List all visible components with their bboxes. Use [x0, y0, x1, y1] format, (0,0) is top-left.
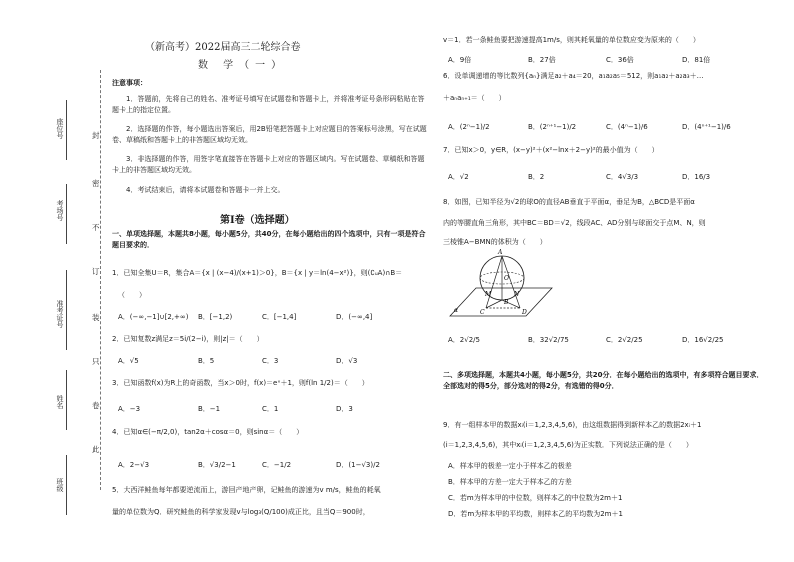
- label-o: O: [504, 275, 509, 282]
- q4-option-a[interactable]: A．2−√3: [118, 461, 150, 469]
- question-3: 3．已知函数f(x)为R上的奇函数，当x＞0时，f(x)＝eˣ＋1，则f(ln 1/2)＝（ ）: [112, 379, 369, 387]
- binding-mark: 只: [92, 357, 100, 366]
- label-c: C: [480, 309, 485, 316]
- exam-room-line[interactable]: [66, 184, 67, 244]
- q2-option-c[interactable]: C．3: [262, 357, 279, 365]
- binding-line: [100, 70, 101, 490]
- q3-option-a[interactable]: A．−3: [118, 405, 141, 413]
- question-4: 4．已知α∈(−π/2,0)，tan2α＋cosα＝0，则sinα＝（ ）: [112, 428, 304, 436]
- q2-option-b[interactable]: B．5: [198, 357, 215, 365]
- section2-instructions: 二、多项选择题，本题共4小题，每小题5分，共20分．在每小题给出的选项中，有多项符合题目要求．全部选对的得5分，部分选对的得2分，有选错的得0分．: [443, 371, 764, 390]
- question-5-line1: 5．大西洋鲑鱼每年都要逆流而上，游回产地产卵，记鲑鱼的游速为v m/s，鲑鱼的耗氧: [112, 486, 381, 494]
- label-alpha: α: [454, 307, 459, 314]
- binding-mark: 此: [92, 445, 100, 454]
- seat-number-line[interactable]: [66, 100, 67, 160]
- question-7: 7．已知x＞0，y∈R，(x−y)²＋(x²−lnx＋2−y)²的最小值为（ ）: [443, 146, 659, 154]
- section1-instructions: 一、单项选择题，本题共8小题，每小题5分，共40分，在每小题给出的四个选项中，只有一项是符合题目要求的．: [112, 230, 426, 249]
- question-1-paren: （ ）: [118, 291, 146, 299]
- q6-option-d[interactable]: D．(4ⁿ⁺¹−1)/6: [682, 123, 731, 131]
- q5-option-a[interactable]: A．9倍: [448, 56, 472, 64]
- exam-room-label: 考场号: [56, 200, 64, 221]
- label-a: A: [498, 249, 503, 256]
- q5-option-d[interactable]: D．81倍: [682, 56, 711, 64]
- q4-option-c[interactable]: C．−1/2: [262, 461, 292, 469]
- notice-item: 4．考试结束后，请将本试题卷和答题卡一并上交。: [126, 186, 285, 194]
- q3-option-c[interactable]: C．1: [262, 405, 279, 413]
- question-6-line1: 6．设单调递增的等比数列{aₙ}满足a₂＋a₄＝20，a₁a₂a₅＝512，则a₁a₂＋a₂a₃＋…: [443, 72, 704, 80]
- question-8-line1: 8．如图，已知半径为√2的球O的直径AB垂直于平面α，垂足为B，△BCD是平面α: [443, 198, 695, 206]
- ticket-number-line[interactable]: [66, 270, 67, 350]
- notice-item: 3．非选择题的作答，用签字笔直接答在答题卡上对应的答题区域内。写在试题卷、草稿纸和答题卡上的非答题区域均无效。: [112, 155, 425, 174]
- q5-option-c[interactable]: C．36倍: [606, 56, 634, 64]
- q8-option-a[interactable]: A．2√2/5: [448, 336, 480, 344]
- name-label: 姓名: [56, 395, 64, 409]
- notice-item: 1．答题前，先将自己的姓名、准考证号填写在试题卷和答题卡上，并将准考证号条形码粘贴在答题卡上的指定位置。: [112, 95, 425, 114]
- q1-option-c[interactable]: C．[−1,4]: [262, 313, 297, 321]
- question-8-line2: 内的等腰直角三角形，其中BC＝BD＝√2，线段AC、AD分别与球面交于点M、N，则: [443, 219, 706, 227]
- q6-option-c[interactable]: C．(4ⁿ−1)/6: [606, 123, 648, 131]
- q9-option-d[interactable]: D．若m为样本甲的平均数，则样本乙的平均数为2m＋1: [448, 510, 623, 518]
- subject-title: 数 学（一）: [198, 60, 288, 71]
- notice-item: 2．选择题的作答，每小题选出答案后，用2B铅笔把答题卡上对应题目的答案标号涂黑，写在试题卷、草稿纸和答题卡上的非答题区域均无效。: [112, 125, 427, 144]
- name-line[interactable]: [66, 370, 67, 430]
- q9-option-c[interactable]: C．若m为样本甲的中位数，则样本乙的中位数为2m＋1: [448, 494, 623, 502]
- notice-heading: 注意事项：: [112, 79, 147, 87]
- question-8-line3: 三棱锥A−BMN的体积为（ ）: [443, 238, 547, 246]
- question-5-line3: v＝1．若一条鲑鱼要把游速提高1m/s，则其耗氧量的单位数应变为原来的（ ）: [443, 36, 700, 44]
- q9-option-b[interactable]: B．样本甲的方差一定大于样本乙的方差: [448, 478, 572, 486]
- q7-option-b[interactable]: B．2: [528, 173, 545, 181]
- q6-option-a[interactable]: A．(2ⁿ−1)/2: [448, 123, 490, 131]
- q8-option-c[interactable]: C．2√2/25: [606, 336, 643, 344]
- question-6-line2: ＋aₙaₙ₊₁＝（ ）: [443, 94, 506, 102]
- label-m: M: [485, 291, 492, 298]
- q8-option-d[interactable]: D．16√2/25: [682, 336, 724, 344]
- q1-option-b[interactable]: B．[−1,2): [198, 313, 233, 321]
- class-label: 班级: [56, 478, 64, 492]
- volume-title: 第Ⅰ卷（选择题）: [220, 215, 295, 226]
- q9-option-a[interactable]: A．样本甲的极差一定小于样本乙的极差: [448, 462, 572, 470]
- binding-mark: 卷: [92, 401, 100, 410]
- label-b: B: [504, 299, 509, 306]
- q4-option-d[interactable]: D．(1−√3)/2: [336, 461, 380, 469]
- seat-number-label: 座位号: [56, 118, 64, 139]
- q1-option-a[interactable]: A．(−∞,−1]∪[2,+∞): [118, 313, 189, 321]
- q7-option-d[interactable]: D．16/3: [682, 173, 711, 181]
- q7-option-c[interactable]: C．4√3/3: [606, 173, 639, 181]
- label-n: N: [514, 291, 520, 298]
- question-9-line1: 9．有一组样本甲的数据xᵢ(i＝1,2,3,4,5,6)，由这组数据得到新样本乙的数据2xᵢ＋1: [443, 421, 702, 429]
- q2-option-a[interactable]: A．√5: [118, 357, 139, 365]
- q4-option-b[interactable]: B．√3/2−1: [198, 461, 236, 469]
- q2-option-d[interactable]: D．√3: [336, 357, 358, 365]
- binding-mark: 密: [92, 179, 100, 188]
- binding-mark: 不: [92, 223, 100, 232]
- binding-mark: 装: [92, 313, 100, 322]
- q8-option-b[interactable]: B．32√2/75: [528, 336, 569, 344]
- q1-option-d[interactable]: D．(−∞,4]: [336, 313, 373, 321]
- ticket-number-label: 准考证号: [56, 300, 64, 328]
- question-5-line2: 量的单位数为Q．研究鲑鱼的科学家发现v与log₃(Q/100)成正比，且当Q＝900时，: [112, 508, 370, 516]
- question-1: 1．已知全集U＝R，集合A＝{x | (x−4)/(x+1)＞0}，B＝{x | y＝ln(4−x²)}，则(∁ᵤA)∩B＝: [112, 269, 403, 277]
- q7-option-a[interactable]: A．√2: [448, 173, 469, 181]
- question-9-line2: (i＝1,2,3,4,5,6)，其中xᵢ(i＝1,2,3,4,5,6)为正实数．下列说法正确的是（ ）: [443, 441, 693, 449]
- sphere-plane-figure: [446, 246, 556, 324]
- class-line[interactable]: [66, 455, 67, 515]
- question-2: 2．已知复数z满足z＝5i/(2−i)，则|z|＝（ ）: [112, 335, 264, 343]
- label-d: D: [522, 309, 527, 316]
- plane-alpha: [450, 288, 552, 316]
- q5-option-b[interactable]: B．27倍: [528, 56, 556, 64]
- q3-option-d[interactable]: D．3: [336, 405, 353, 413]
- binding-mark: 封: [92, 131, 100, 140]
- binding-mark: 订: [92, 267, 100, 276]
- q3-option-b[interactable]: B．−1: [198, 405, 221, 413]
- q6-option-b[interactable]: B．(2ⁿ⁺¹−1)/2: [528, 123, 577, 131]
- exam-title: （新高考）2022届高三二轮综合卷: [145, 42, 301, 53]
